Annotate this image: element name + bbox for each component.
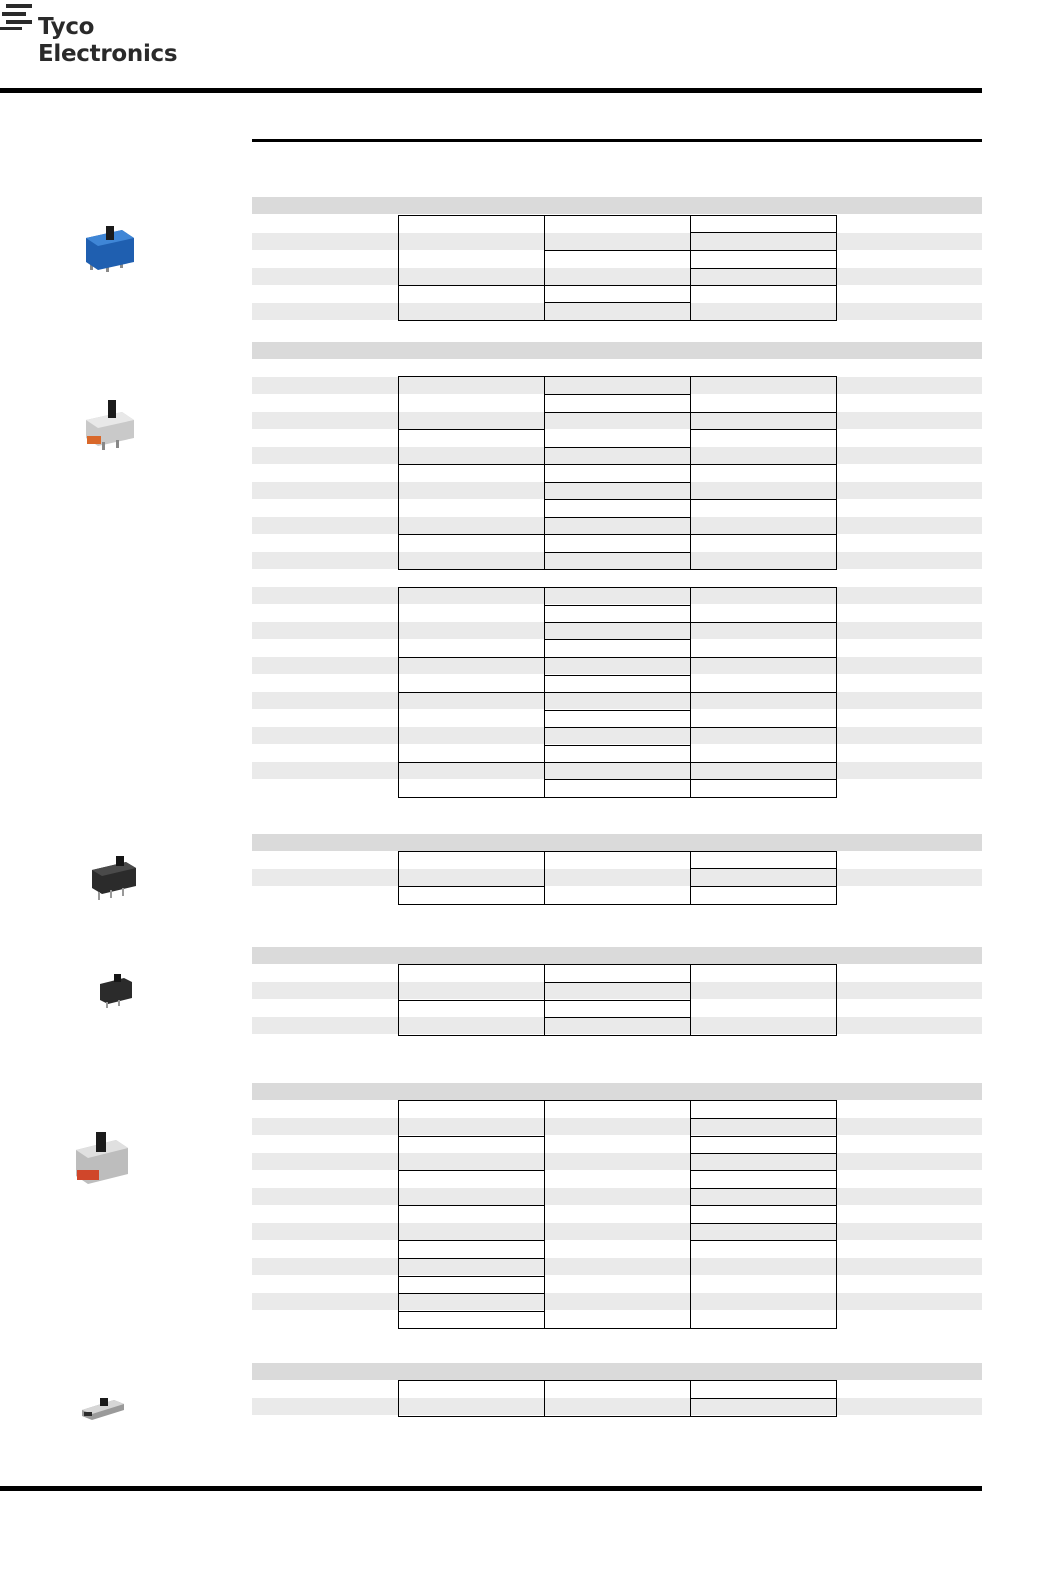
product-image-grey-orange-slide-switch <box>82 398 138 454</box>
table-cell <box>398 1293 545 1312</box>
table-cell <box>398 1380 545 1417</box>
table-cell <box>544 534 691 553</box>
table-cell <box>398 534 545 570</box>
table-cell <box>544 779 691 798</box>
table-cell <box>544 412 691 448</box>
table-cell <box>690 1205 837 1224</box>
table-cell <box>398 886 545 905</box>
table-cell <box>690 1136 837 1154</box>
table-cell <box>398 1258 545 1277</box>
table-cell <box>690 657 837 693</box>
table-cell <box>690 285 837 321</box>
table-cell <box>544 639 691 658</box>
table-cell <box>398 851 545 887</box>
table-cell <box>690 727 837 763</box>
product-image-mini-black-slide-switch <box>96 970 136 1010</box>
table-cell <box>398 762 545 798</box>
table-cell <box>544 499 691 518</box>
table-header-band <box>252 947 982 964</box>
table-cell <box>398 964 545 1001</box>
table-cell <box>544 675 691 693</box>
table-cell <box>398 657 545 693</box>
brand-name-line2: Electronics <box>38 41 178 67</box>
header-rule <box>0 88 982 93</box>
table-cell <box>544 1380 691 1417</box>
table-cell <box>690 215 837 233</box>
table-cell <box>544 1100 691 1329</box>
table-cell <box>690 232 837 251</box>
table-cell <box>690 464 837 500</box>
table-cell <box>544 745 691 763</box>
table-cell <box>398 692 545 763</box>
table-cell <box>690 762 837 780</box>
table-header-band <box>252 342 982 359</box>
table-cell <box>544 447 691 465</box>
table-cell <box>690 1170 837 1189</box>
table-cell <box>398 1000 545 1036</box>
brand-name-line1: Tyco <box>38 14 95 40</box>
table-cell <box>690 376 837 413</box>
table-header-band <box>252 1363 982 1380</box>
table-cell <box>398 376 545 430</box>
table-cell <box>690 851 837 869</box>
table-cell <box>544 851 691 905</box>
table-cell <box>544 622 691 640</box>
table-cell <box>690 964 837 1036</box>
table-cell <box>398 464 545 535</box>
table-cell <box>544 215 691 251</box>
table-cell <box>544 982 691 1001</box>
table-cell <box>398 285 545 321</box>
table-cell <box>544 394 691 413</box>
table-cell <box>690 886 837 905</box>
product-image-low-profile-slide-switch <box>80 1392 128 1424</box>
table-cell <box>544 464 691 483</box>
table-cell <box>544 376 691 395</box>
table-cell <box>690 1240 837 1329</box>
table-cell <box>690 1398 837 1417</box>
table-cell <box>398 587 545 658</box>
table-cell <box>690 268 837 286</box>
table-header-band <box>252 197 982 214</box>
table-cell <box>398 215 545 286</box>
table-cell <box>544 517 691 535</box>
table-cell <box>544 710 691 728</box>
table-cell <box>690 692 837 728</box>
table-cell <box>544 1017 691 1036</box>
footer-rule <box>0 1486 982 1491</box>
table-cell <box>544 692 691 711</box>
table-cell <box>398 429 545 465</box>
brand-name <box>38 14 177 68</box>
table-cell <box>690 1380 837 1399</box>
product-image-blue-slide-switch <box>82 224 138 280</box>
table-header-band <box>252 834 982 851</box>
table-cell <box>690 250 837 269</box>
table-cell <box>544 657 691 676</box>
table-cell <box>690 429 837 465</box>
table-cell <box>398 1276 545 1294</box>
table-cell <box>690 587 837 623</box>
table-cell <box>544 762 691 780</box>
table-cell <box>690 1100 837 1119</box>
table-cell <box>398 1170 545 1206</box>
table-cell <box>690 412 837 430</box>
table-cell <box>544 285 691 303</box>
table-cell <box>690 622 837 658</box>
table-cell <box>398 1311 545 1329</box>
table-cell <box>544 1000 691 1018</box>
tyco-logo-icon <box>0 3 34 31</box>
brand-logo <box>0 0 190 75</box>
table-cell <box>544 482 691 500</box>
table-cell <box>690 1153 837 1171</box>
table-cell <box>690 1188 837 1206</box>
table-cell <box>544 964 691 983</box>
table-cell <box>398 1240 545 1259</box>
section-top-rule <box>252 139 982 142</box>
table-cell <box>690 779 837 798</box>
table-cell <box>544 605 691 623</box>
table-cell <box>690 499 837 535</box>
table-cell <box>398 1136 545 1171</box>
table-cell <box>690 1223 837 1241</box>
table-cell <box>544 727 691 746</box>
table-cell <box>544 552 691 570</box>
table-header-band <box>252 1083 982 1100</box>
table-cell <box>398 1205 545 1241</box>
table-cell <box>690 1118 837 1137</box>
table-cell <box>544 250 691 286</box>
table-cell <box>690 868 837 887</box>
table-cell <box>398 1100 545 1137</box>
table-cell <box>544 587 691 606</box>
product-image-black-slide-switch <box>88 852 140 904</box>
table-cell <box>544 302 691 321</box>
product-image-grey-red-slide-switch <box>72 1130 136 1190</box>
table-cell <box>690 534 837 570</box>
